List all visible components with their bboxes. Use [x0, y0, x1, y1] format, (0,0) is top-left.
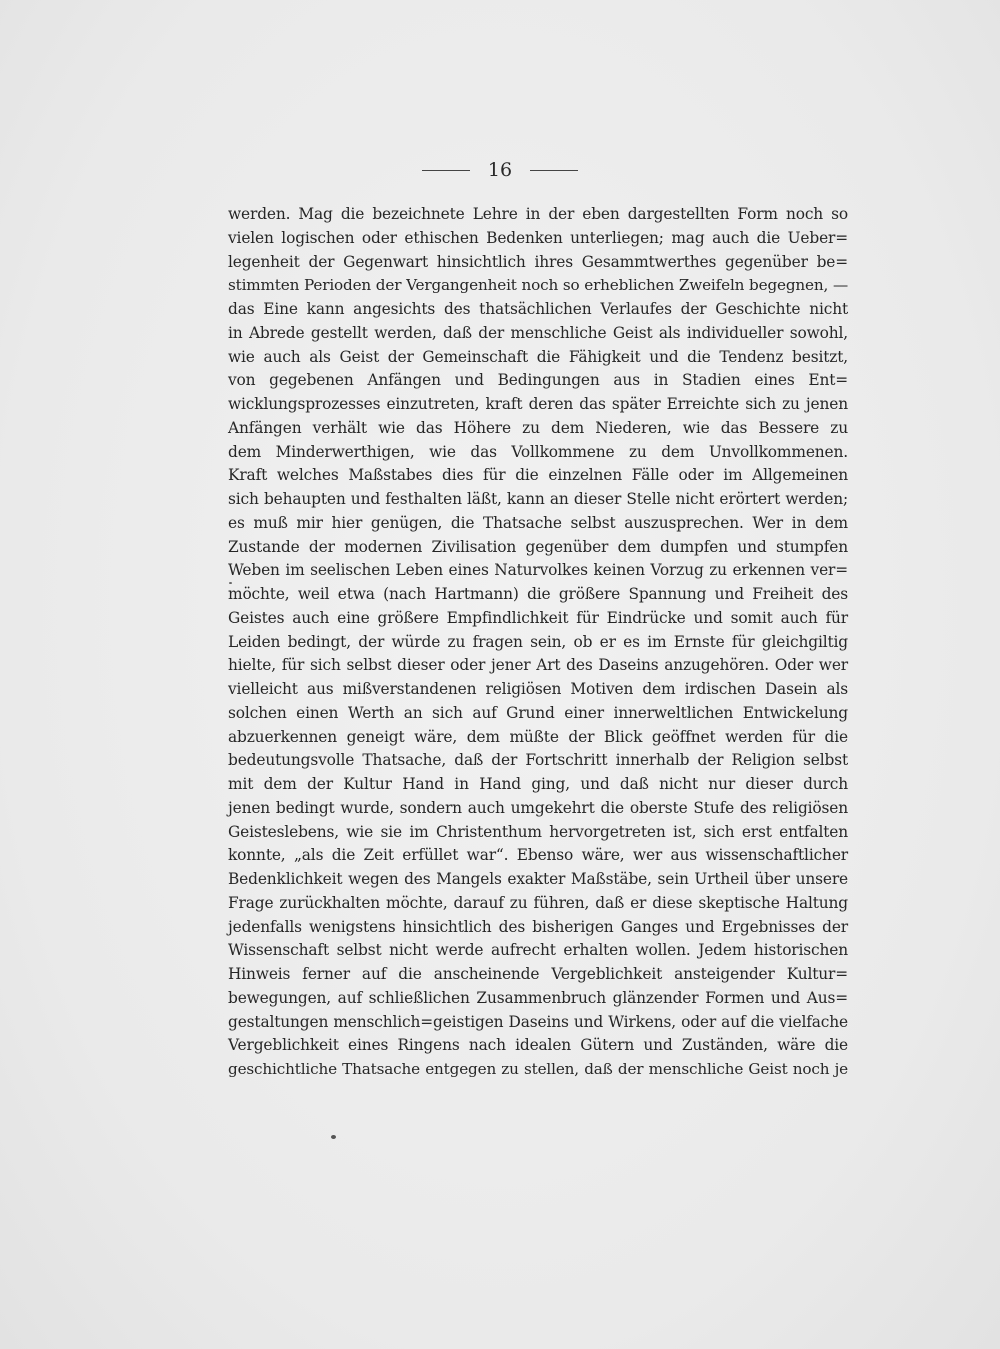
text-line: solchen einen Werth an sich auf Grund einer innerweltlichen Entwickelung	[228, 703, 848, 722]
text-line: Geistes auch eine größere Empfindlichkeit für Eindrücke und somit auch für	[228, 608, 848, 627]
text-line: jedenfalls wenigstens hinsichtlich des bisherigen Ganges und Ergebnisses der	[228, 917, 848, 936]
text-line: wicklungsprozesses einzutreten, kraft deren das später Erreichte sich zu jenen	[228, 395, 848, 413]
text-line: mit dem der Kultur Hand in Hand ging, und daß nicht nur dieser durch	[228, 775, 848, 793]
text-line: Anfängen verhält wie das Höhere zu dem Niederen, wie das Bessere zu	[228, 418, 848, 437]
text-line: das Eine kann angesichts des thatsächlichen Verlaufes der Geschichte nicht	[228, 300, 848, 318]
header-rule-left	[422, 170, 470, 171]
body-text	[228, 203, 848, 1082]
text-line: Wissenschaft selbst nicht werde aufrecht erhalten wollen. Jedem historischen	[228, 941, 848, 960]
text-line: Kraft welches Maßstabes dies für die einzelnen Fälle oder im Allgemeinen	[228, 466, 848, 485]
text-line: jenen bedingt wurde, sondern auch umgekehrt die oberste Stufe des religiösen	[228, 798, 848, 817]
text-line: möchte, weil etwa (nach Hartmann) die größere Spannung und Freiheit des	[228, 585, 848, 603]
text-line: werden. Mag die bezeichnete Lehre in der eben dargestellten Form noch so	[228, 205, 848, 223]
text-line: wie auch als Geist der Gemeinschaft die Fähigkeit und die Tendenz besitzt,	[228, 347, 848, 366]
text-line: Vergeblichkeit eines Ringens nach idealen Gütern und Zuständen, wäre die	[228, 1036, 848, 1055]
text-line: stimmten Perioden der Vergangenheit noch so erheblichen Zweifeln begegnen, —	[228, 276, 848, 295]
text-line: Zustande der modernen Zivilisation gegenüber dem dumpfen und stumpfen	[228, 537, 848, 556]
text-line: geschichtliche Thatsache entgegen zu stellen, daß der menschliche Geist noch je	[228, 1060, 848, 1078]
header-rule-right	[530, 170, 578, 171]
text-line: dem Minderwerthigen, wie das Vollkommene zu dem Unvollkommenen.	[228, 442, 848, 461]
text-line: sich behaupten und festhalten läßt, kann an dieser Stelle nicht erörtert werden;	[228, 490, 848, 508]
text-line: bedeutungsvolle Thatsache, daß der Fortschritt innerhalb der Religion selbst	[228, 751, 848, 770]
text-line: hielte, für sich selbst dieser oder jener Art des Daseins anzugehören. Oder wer	[228, 656, 848, 675]
ink-speck	[229, 582, 232, 584]
text-line: Hinweis ferner auf die anscheinende Vergeblichkeit ansteigender Kultur=	[228, 965, 848, 983]
text-line: gestaltungen menschlich=geistigen Daseins und Wirkens, oder auf die vielfache	[228, 1012, 848, 1031]
page-header	[0, 158, 1000, 182]
text-line: vielleicht aus mißverstandenen religiösen Motiven dem irdischen Dasein als	[228, 680, 848, 698]
text-line: vielen logischen oder ethischen Bedenken unterliegen; mag auch die Ueber=	[228, 228, 848, 247]
text-line: konnte, „als die Zeit erfüllet war“. Ebenso wäre, wer aus wissenschaftlicher	[228, 846, 848, 865]
text-line: Bedenklichkeit wegen des Mangels exakter Maßstäbe, sein Urtheil über unsere	[228, 870, 848, 888]
text-line: Leiden bedingt, der würde zu fragen sein, ob er es im Ernste für gleichgiltig	[228, 632, 848, 651]
text-line: in Abrede gestellt werden, daß der menschliche Geist als individueller sowohl,	[228, 323, 848, 342]
text-line: von gegebenen Anfängen und Bedingungen aus in Stadien eines Ent=	[228, 371, 848, 390]
text-line: abzuerkennen geneigt wäre, dem müßte der Blick geöffnet werden für die	[228, 727, 848, 746]
text-line: bewegungen, auf schließlichen Zusammenbruch glänzender Formen und Aus=	[228, 988, 848, 1007]
page-number: 16	[487, 159, 513, 181]
text-line: Frage zurückhalten möchte, darauf zu führen, daß er diese skeptische Haltung	[228, 893, 848, 912]
text-line: es muß mir hier genügen, die Thatsache selbst auszusprechen. Wer in dem	[228, 513, 848, 532]
text-line: legenheit der Gegenwart hinsichtlich ihres Gesammtwerthes gegenüber be=	[228, 252, 848, 271]
ink-speck	[331, 1135, 336, 1139]
text-line: Weben im seelischen Leben eines Naturvolkes keinen Vorzug zu erkennen ver=	[228, 561, 848, 580]
text-line: Geisteslebens, wie sie im Christenthum hervorgetreten ist, sich erst entfalten	[228, 822, 848, 841]
